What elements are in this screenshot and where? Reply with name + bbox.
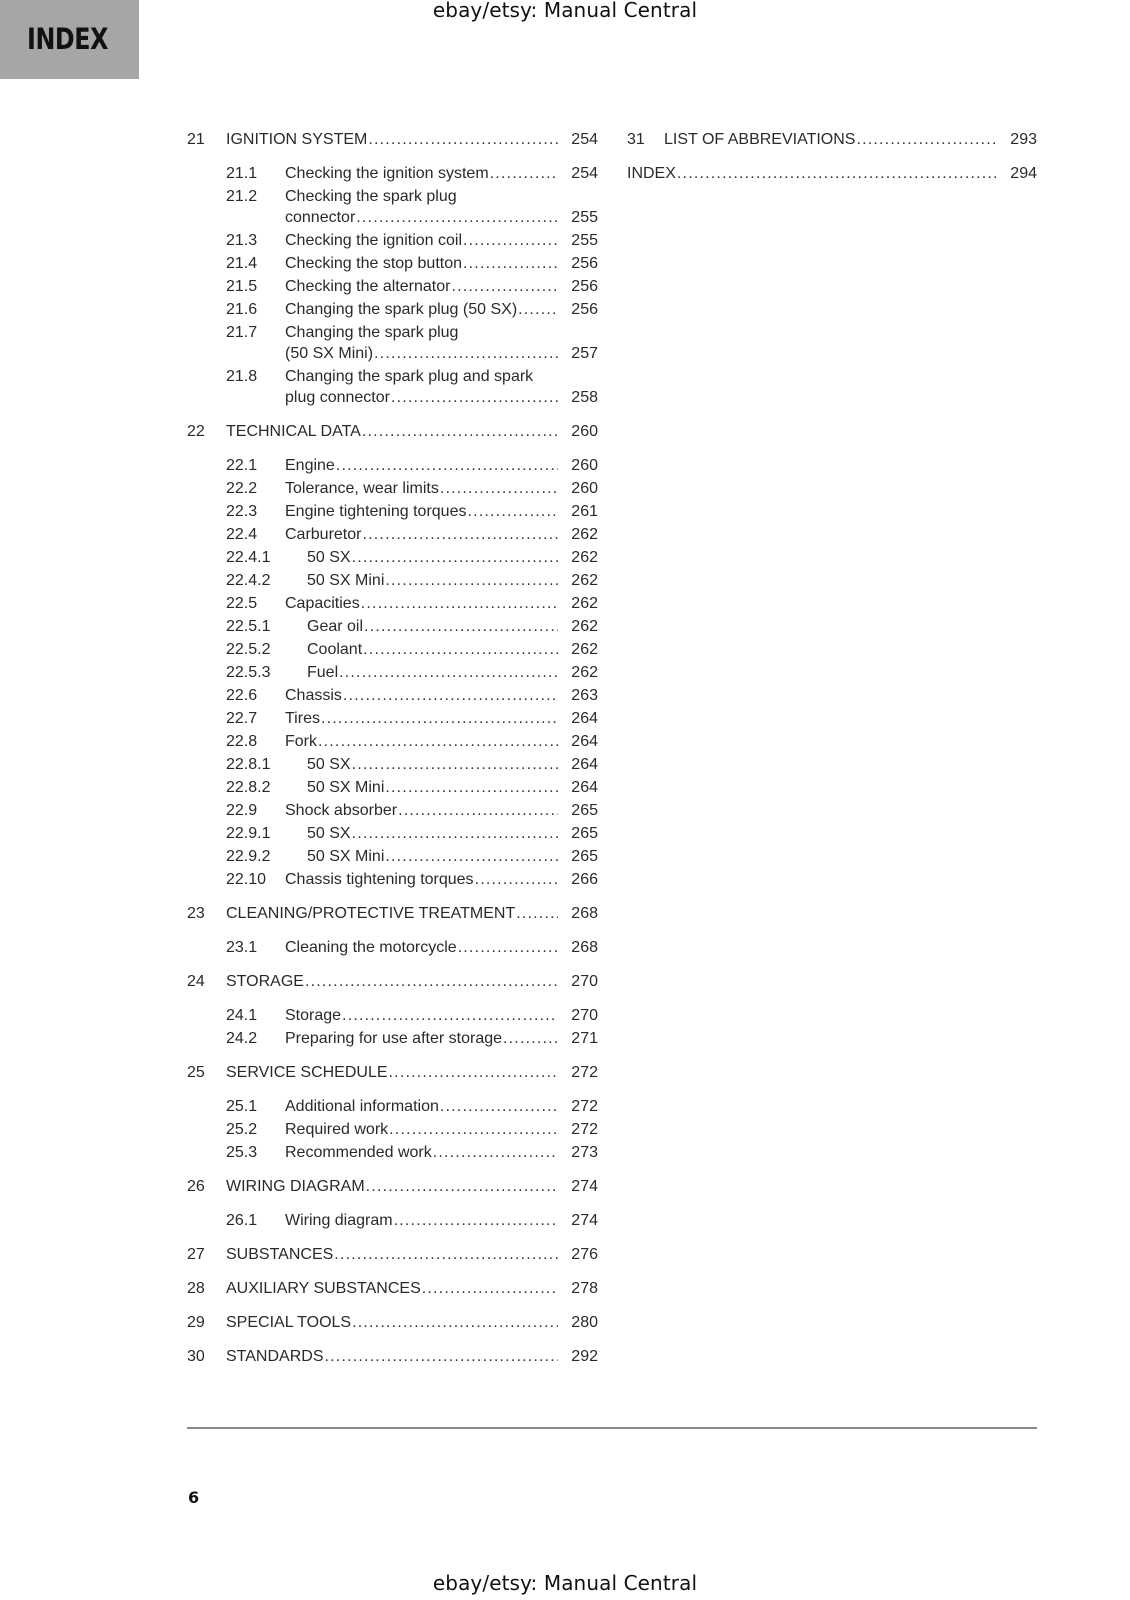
dot-leader [856, 131, 997, 149]
page-ref: 276 [571, 1246, 598, 1263]
dot-leader [451, 278, 558, 296]
chapter-number: 28 [187, 1280, 205, 1297]
toc-right-column [627, 131, 1037, 199]
chapter-number: 27 [187, 1246, 205, 1263]
chapter-title: STANDARDS [226, 1348, 324, 1365]
page-ref: 260 [571, 480, 598, 497]
entry-number: 22.5.1 [226, 618, 271, 635]
dot-leader [334, 1246, 558, 1264]
dot-leader [503, 1030, 558, 1048]
toc-entry-21-7[interactable] [226, 324, 598, 368]
dot-leader [374, 345, 558, 363]
dot-leader [518, 301, 558, 319]
dot-leader [343, 687, 558, 705]
dot-leader [364, 618, 558, 636]
page-ref: 272 [571, 1121, 598, 1138]
entry-title: Checking the alternator [285, 278, 451, 295]
entry-title: Carburetor [285, 526, 362, 543]
toc-left-column [187, 131, 598, 1382]
entry-number: 22.4.1 [226, 549, 271, 566]
entry-title: Fuel [307, 664, 339, 681]
entry-number: 21.1 [226, 165, 258, 182]
entry-title: Checking the stop button [285, 255, 463, 272]
entry-number: 22.9 [226, 802, 258, 819]
entry-title: Cleaning the motorcycle [285, 939, 457, 956]
entry-title: 50 SX [307, 549, 351, 566]
chapter-title: IGNITION SYSTEM [226, 131, 368, 148]
page-ref: 264 [571, 733, 598, 750]
entry-number: 22.8 [226, 733, 258, 750]
page-ref: 278 [571, 1280, 598, 1297]
toc-chapter-24[interactable] [187, 973, 598, 996]
page-ref: 254 [571, 131, 598, 148]
page-ref: 260 [571, 423, 598, 440]
entry-number: 22.5.2 [226, 641, 271, 658]
entry-title: Checking the spark plug [285, 188, 457, 205]
index-title: INDEX [627, 165, 676, 182]
chapter-title: SPECIAL TOOLS [226, 1314, 352, 1331]
chapter-title: CLEANING/PROTECTIVE TREATMENT [226, 905, 516, 922]
page-ref: 265 [571, 825, 598, 842]
entry-title: 50 SX [307, 825, 351, 842]
toc-entry-26-1[interactable] [226, 1212, 598, 1235]
page-ref: 280 [571, 1314, 598, 1331]
dot-leader [352, 549, 558, 567]
entry-number: 22.5.3 [226, 664, 271, 681]
entry-number: 22.3 [226, 503, 258, 520]
page-ref: 272 [571, 1098, 598, 1115]
entry-number: 21.8 [226, 368, 258, 385]
entry-title: Shock absorber [285, 802, 398, 819]
dot-leader [385, 572, 558, 590]
entry-title: Engine tightening torques [285, 503, 467, 520]
page-ref: 264 [571, 710, 598, 727]
page-ref: 270 [571, 973, 598, 990]
toc-entry-23-1[interactable] [226, 939, 598, 962]
page-ref: 262 [571, 526, 598, 543]
toc-entry-22-4-2[interactable] [226, 572, 598, 595]
toc-chapter-28[interactable] [187, 1280, 598, 1303]
dot-leader [385, 779, 558, 797]
toc-entry-25-2[interactable] [226, 1121, 598, 1144]
dot-leader [516, 905, 558, 923]
dot-leader [342, 1007, 558, 1025]
dot-leader [352, 825, 558, 843]
entry-title: Checking the ignition system [285, 165, 489, 182]
toc-chapter-21[interactable] [187, 131, 598, 154]
toc-entry-22-1[interactable] [226, 457, 598, 480]
dot-leader [352, 1314, 558, 1332]
toc-entry-22-4-1[interactable] [226, 549, 598, 572]
toc-entry-21-1[interactable] [226, 165, 598, 188]
toc-entry-22-5[interactable] [226, 595, 598, 618]
page-ref: 273 [571, 1144, 598, 1161]
entry-number: 25.3 [226, 1144, 258, 1161]
page-ref: 257 [571, 345, 598, 362]
page-ref: 263 [571, 687, 598, 704]
chapter-title: SUBSTANCES [226, 1246, 334, 1263]
toc-entry-22-7[interactable] [226, 710, 598, 733]
toc-entry-22-8-1[interactable] [226, 756, 598, 779]
dot-leader [463, 232, 558, 250]
chapter-number: 21 [187, 131, 205, 148]
page-ref: 262 [571, 618, 598, 635]
entry-title: Wiring diagram [285, 1212, 393, 1229]
entry-title: Changing the spark plug and spark [285, 368, 534, 385]
entry-title: Recommended work [285, 1144, 432, 1161]
dot-leader [363, 641, 558, 659]
dot-leader [361, 595, 558, 613]
chapter-number: 22 [187, 423, 205, 440]
dot-leader [325, 1348, 559, 1366]
entry-title-cont: plug connector [285, 389, 390, 406]
dot-leader [677, 165, 997, 183]
entry-title: Coolant [307, 641, 363, 658]
dot-leader [385, 848, 558, 866]
page-ref: 255 [571, 232, 598, 249]
chapter-title: SERVICE SCHEDULE [226, 1064, 388, 1081]
entry-number: 22.4.2 [226, 572, 271, 589]
watermark-footer: ebay/etsy: Manual Central [432, 1571, 698, 1595]
page-ref: 292 [571, 1348, 598, 1365]
entry-title: Tires [285, 710, 320, 727]
footer-divider [187, 1427, 1037, 1429]
entry-number: 22.1 [226, 457, 258, 474]
dot-leader [356, 209, 558, 227]
toc-entry-22-10[interactable] [226, 871, 598, 894]
toc-chapter-30[interactable] [187, 1348, 598, 1371]
dot-leader [394, 1212, 558, 1230]
entry-number: 22.7 [226, 710, 258, 727]
toc-entry-22-4[interactable] [226, 526, 598, 549]
dot-leader [362, 526, 558, 544]
entry-title: Additional information [285, 1098, 439, 1115]
entry-title: 50 SX Mini [307, 848, 385, 865]
entry-number: 22.9.1 [226, 825, 271, 842]
chapter-title: TECHNICAL DATA [226, 423, 361, 440]
entry-number: 26.1 [226, 1212, 258, 1229]
toc-entry-24-2[interactable] [226, 1030, 598, 1053]
page-ref: 268 [571, 905, 598, 922]
toc-entry-22-9-2[interactable] [226, 848, 598, 871]
chapter-number: 24 [187, 973, 205, 990]
page-ref: 256 [571, 255, 598, 272]
entry-number: 22.4 [226, 526, 258, 543]
entry-title: Tolerance, wear limits [285, 480, 439, 497]
toc-entry-22-8-2[interactable] [226, 779, 598, 802]
toc-entry-21-8[interactable] [226, 368, 598, 412]
dot-leader [433, 1144, 558, 1162]
entry-number: 22.2 [226, 480, 258, 497]
entry-number: 22.8.1 [226, 756, 271, 773]
dot-leader [389, 1064, 558, 1082]
entry-title: 50 SX Mini [307, 572, 385, 589]
toc-entry-22-9[interactable] [226, 802, 598, 825]
entry-number: 21.4 [226, 255, 258, 272]
dot-leader [389, 1121, 558, 1139]
toc-chapter-23[interactable] [187, 905, 598, 928]
entry-title: 50 SX Mini [307, 779, 385, 796]
dot-leader [366, 1178, 558, 1196]
page-ref: 262 [571, 572, 598, 589]
dot-leader [321, 710, 558, 728]
entry-title: Changing the spark plug [285, 324, 459, 341]
dot-leader [352, 756, 558, 774]
toc-entry-25-1[interactable] [226, 1098, 598, 1121]
dot-leader [398, 802, 558, 820]
entry-title: Chassis tightening torques [285, 871, 474, 888]
chapter-number: 29 [187, 1314, 205, 1331]
entry-title: Checking the ignition coil [285, 232, 462, 249]
watermark-header: ebay/etsy: Manual Central [432, 0, 698, 22]
section-tab-label: INDEX [27, 22, 109, 56]
chapter-title: STORAGE [226, 973, 304, 990]
toc-entry-21-6[interactable] [226, 301, 598, 324]
toc-entry-22-5-3[interactable] [226, 664, 598, 687]
page-ref: 270 [571, 1007, 598, 1024]
chapter-number: 25 [187, 1064, 205, 1081]
entry-title: Capacities [285, 595, 360, 612]
entry-number: 25.2 [226, 1121, 258, 1138]
page-ref: 272 [571, 1064, 598, 1081]
page-ref: 262 [571, 664, 598, 681]
page-ref: 274 [571, 1212, 598, 1229]
page-ref: 265 [571, 802, 598, 819]
page-ref: 261 [571, 503, 598, 520]
toc-entry-22-2[interactable] [226, 480, 598, 503]
toc-chapter-25[interactable] [187, 1064, 598, 1087]
toc-entry-21-2[interactable] [226, 188, 598, 232]
dot-leader [391, 389, 558, 407]
page-ref: 264 [571, 756, 598, 773]
entry-number: 21.6 [226, 301, 258, 318]
toc-chapter-29[interactable] [187, 1314, 598, 1337]
page-ref: 262 [571, 641, 598, 658]
entry-title: Changing the spark plug (50 SX) [285, 301, 518, 318]
page-ref: 254 [571, 165, 598, 182]
toc-chapter-26[interactable] [187, 1178, 598, 1201]
entry-number: 22.6 [226, 687, 258, 704]
toc-chapter-31[interactable] [627, 131, 1037, 154]
dot-leader [339, 664, 558, 682]
entry-title: Engine [285, 457, 335, 474]
toc-index-entry[interactable] [627, 165, 1037, 188]
dot-leader [475, 871, 558, 889]
entry-title: Chassis [285, 687, 342, 704]
entry-number: 22.9.2 [226, 848, 271, 865]
toc-entry-21-3[interactable] [226, 232, 598, 255]
dot-leader [336, 457, 558, 475]
page-ref: 293 [1010, 131, 1037, 148]
chapter-title: WIRING DIAGRAM [226, 1178, 365, 1195]
toc-chapter-22[interactable] [187, 423, 598, 446]
toc-entry-24-1[interactable] [226, 1007, 598, 1030]
dot-leader [440, 480, 558, 498]
entry-title-cont: connector [285, 209, 356, 226]
entry-number: 21.3 [226, 232, 258, 249]
dot-leader [318, 733, 558, 751]
entry-title: Required work [285, 1121, 389, 1138]
dot-leader [467, 503, 558, 521]
toc-entry-22-5-1[interactable] [226, 618, 598, 641]
chapter-title: LIST OF ABBREVIATIONS [664, 131, 856, 148]
toc-entry-21-4[interactable] [226, 255, 598, 278]
dot-leader [458, 939, 558, 957]
chapter-number: 26 [187, 1178, 205, 1195]
dot-leader [490, 165, 558, 183]
page-number: 6 [188, 1488, 200, 1507]
dot-leader [362, 423, 558, 441]
entry-title: Fork [285, 733, 317, 750]
page-ref: 264 [571, 779, 598, 796]
section-tab [0, 0, 139, 79]
toc-entry-22-5-2[interactable] [226, 641, 598, 664]
chapter-title: AUXILIARY SUBSTANCES [226, 1280, 421, 1297]
page-ref: 271 [571, 1030, 598, 1047]
entry-number: 25.1 [226, 1098, 258, 1115]
page-ref: 262 [571, 595, 598, 612]
entry-title-cont: (50 SX Mini) [285, 345, 374, 362]
entry-number: 22.10 [226, 871, 267, 888]
entry-number: 21.2 [226, 188, 258, 205]
entry-title: Gear oil [307, 618, 364, 635]
entry-title: Storage [285, 1007, 342, 1024]
dot-leader [305, 973, 558, 991]
toc-entry-22-8[interactable] [226, 733, 598, 756]
toc-chapter-27[interactable] [187, 1246, 598, 1269]
page-ref: 274 [571, 1178, 598, 1195]
chapter-number: 30 [187, 1348, 205, 1365]
page-ref: 260 [571, 457, 598, 474]
dot-leader [463, 255, 558, 273]
page-ref: 256 [571, 301, 598, 318]
entry-number: 21.7 [226, 324, 258, 341]
page-ref: 256 [571, 278, 598, 295]
entry-number: 24.2 [226, 1030, 258, 1047]
entry-number: 21.5 [226, 278, 258, 295]
chapter-number: 23 [187, 905, 205, 922]
entry-number: 23.1 [226, 939, 258, 956]
entry-number: 22.5 [226, 595, 258, 612]
page-ref: 294 [1010, 165, 1037, 182]
chapter-number: 31 [627, 131, 645, 148]
page-ref: 266 [571, 871, 598, 888]
entry-number: 24.1 [226, 1007, 258, 1024]
page-ref: 268 [571, 939, 598, 956]
toc-entry-25-3[interactable] [226, 1144, 598, 1167]
toc-entry-22-6[interactable] [226, 687, 598, 710]
toc-entry-21-5[interactable] [226, 278, 598, 301]
dot-leader [440, 1098, 558, 1116]
toc-entry-22-3[interactable] [226, 503, 598, 526]
entry-title: 50 SX [307, 756, 351, 773]
entry-number: 22.8.2 [226, 779, 271, 796]
toc-entry-22-9-1[interactable] [226, 825, 598, 848]
page-ref: 255 [571, 209, 598, 226]
page-ref: 265 [571, 848, 598, 865]
page-ref: 258 [571, 389, 598, 406]
entry-title: Preparing for use after storage [285, 1030, 503, 1047]
page-ref: 262 [571, 549, 598, 566]
dot-leader [368, 131, 558, 149]
dot-leader [422, 1280, 558, 1298]
